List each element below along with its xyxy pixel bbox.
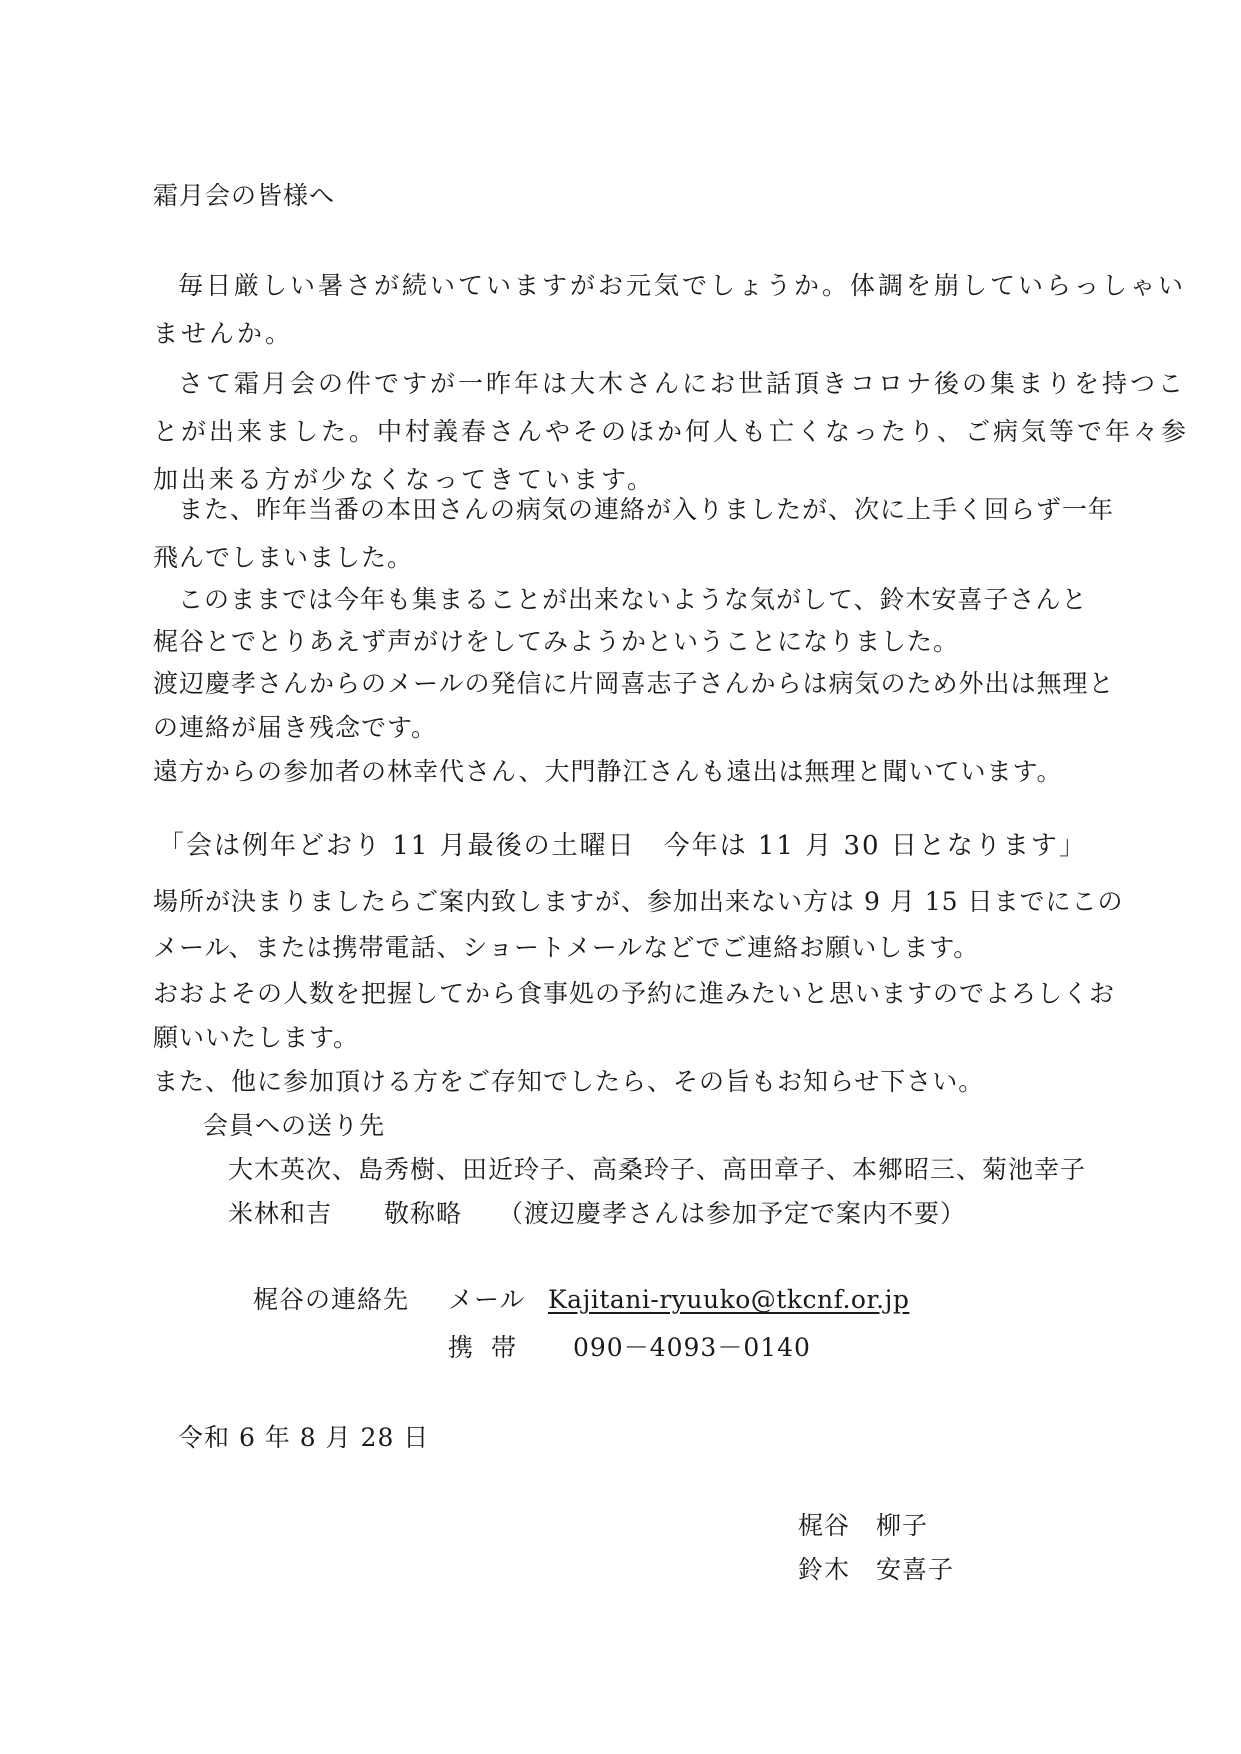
paragraph-line: 加出来る方が少なくなってきています。 (153, 465, 656, 494)
signature-name: 梶谷 柳子 (798, 1511, 929, 1540)
recipients-note: （渡辺慶孝さんは参加予定で案内不要） (498, 1199, 967, 1228)
paragraph-line: 遠方からの参加者の林幸代さん、大門静江さんも遠出は無理と聞いています。 (153, 757, 1063, 786)
phone-label: 携帯 (448, 1333, 535, 1362)
instruction-line: メール、または携帯電話、ショートメールなどでご連絡お願いします。 (153, 933, 980, 962)
paragraph-line: 飛んでしまいました。 (153, 543, 414, 572)
recipients-list: 大木英次、島秀樹、田近玲子、高桑玲子、高田章子、本郷昭三、菊池幸子 (228, 1155, 1087, 1184)
signature-name: 鈴木 安喜子 (798, 1555, 955, 1584)
instruction-line: おおよその人数を把握してから食事処の予約に進みたいと思いますのでよろしくお (153, 979, 1116, 1008)
letter-date: 令和 6 年 8 月 28 日 (178, 1423, 430, 1452)
meeting-date-announcement: 「会は例年どおり 11 月最後の土曜日 今年は 11 月 30 日となります」 (158, 831, 1087, 861)
paragraph-line: 梶谷とでとりあえず声がけをしてみようかということになりました。 (153, 627, 960, 656)
instruction-line: 場所が決まりましたらご案内致しますが、参加出来ない方は 9 月 15 日までにこの (153, 887, 1124, 916)
paragraph-line: ませんか。 (153, 319, 294, 348)
contact-label: 梶谷の連絡先 (253, 1285, 410, 1314)
paragraph-line: とが出来ました。中村義春さんやそのほか何人も亡くなったり、ご病気等で年々参 (153, 417, 1190, 446)
instruction-line: 願いいたします。 (153, 1023, 360, 1052)
contact-phone: 090－4093－0140 (573, 1333, 811, 1362)
salutation: 霜月会の皆様へ (153, 181, 336, 210)
mail-label: メール (448, 1285, 526, 1314)
paragraph-line: このままでは今年も集まることが出来ないような気がして、鈴木安喜子さんと (178, 585, 1088, 614)
contact-email[interactable] (548, 1282, 909, 1318)
paragraph-line: の連絡が届き残念です。 (153, 713, 438, 742)
paragraph-line: また、昨年当番の本田さんの病気の連絡が入りましたが、次に上手く回らず一年 (178, 495, 1115, 524)
instruction-line: また、他に参加頂ける方をご存知でしたら、その旨もお知らせ下さい。 (153, 1067, 985, 1096)
recipient-name: 米林和吉 (228, 1199, 333, 1228)
recipients-list-continued (228, 1196, 966, 1232)
paragraph-line: 毎日厳しい暑さが続いていますがお元気でしょうか。体調を崩していらっしゃい (178, 271, 1187, 300)
contact-email-text[interactable]: Kajitani-ryuuko@tkcnf.or.jp (548, 1285, 910, 1314)
paragraph-line: 渡辺慶孝さんからのメールの発信に片岡喜志子さんからは病気のため外出は無理と (153, 669, 1115, 698)
honorific-note: 敬称略 (384, 1199, 463, 1228)
paragraph-line: さて霜月会の件ですが一昨年は大木さんにお世話頂きコロナ後の集まりを持つこ (178, 369, 1187, 398)
recipients-label: 会員への送り先 (203, 1111, 386, 1140)
